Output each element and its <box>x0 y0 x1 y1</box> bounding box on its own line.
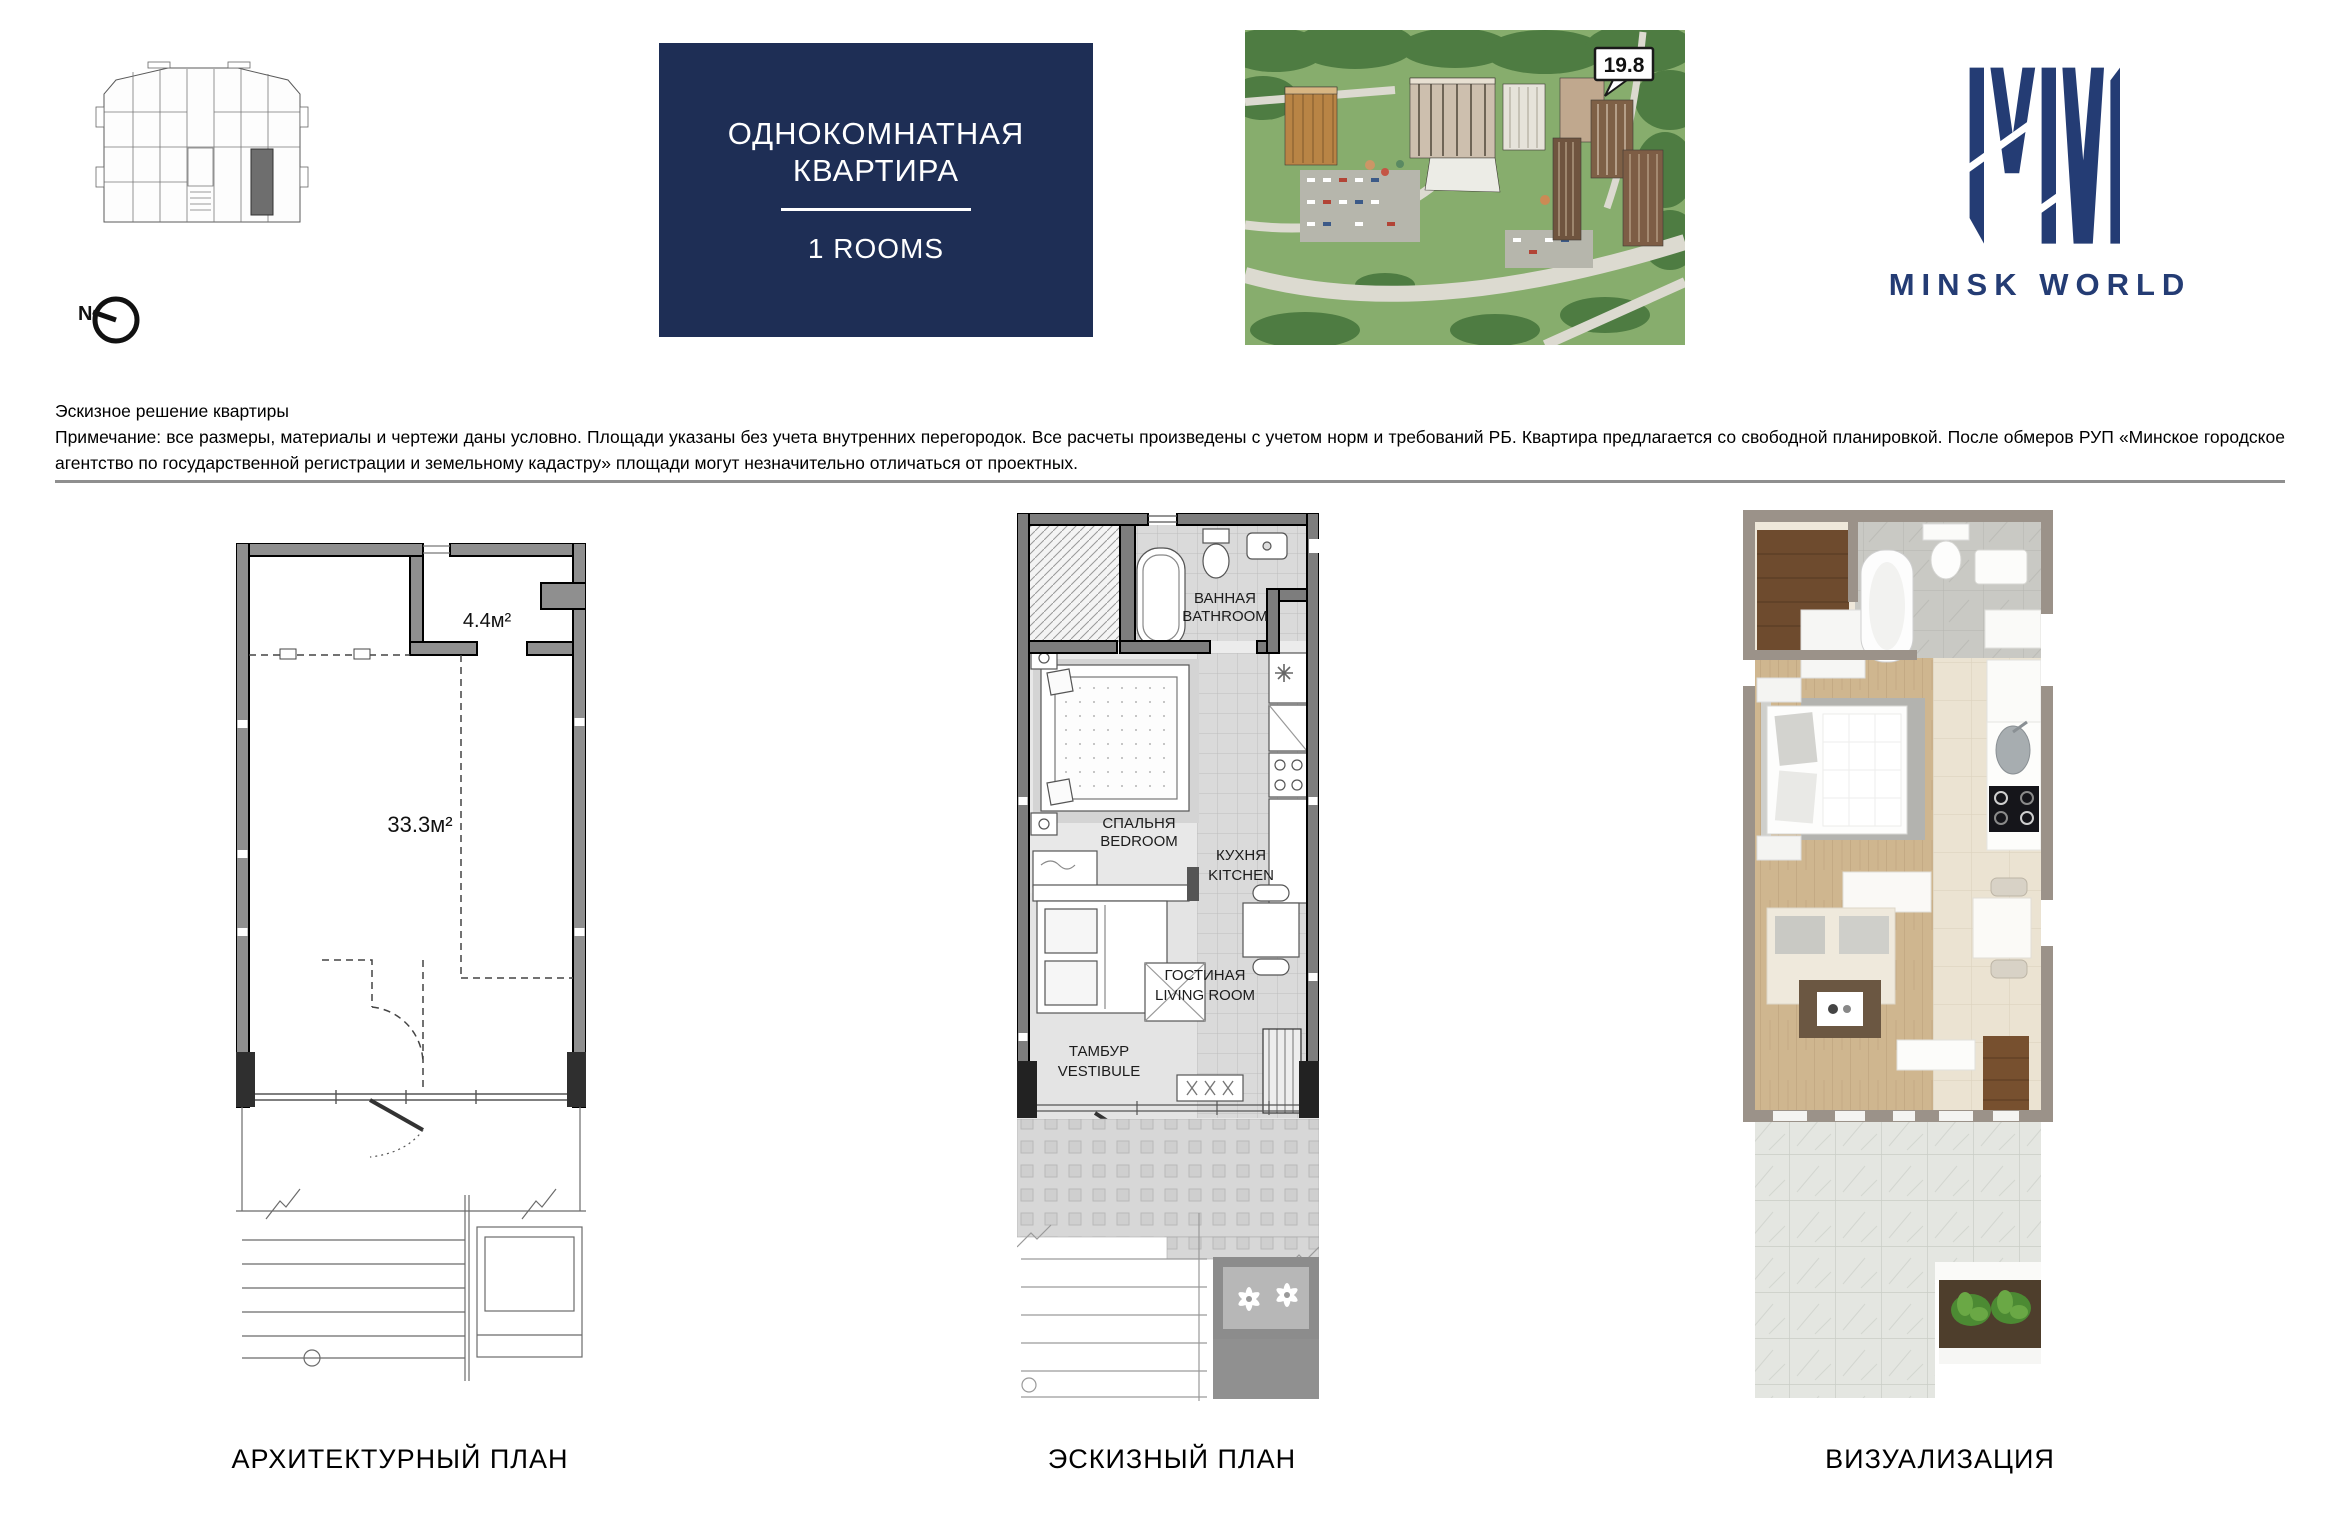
callout-value: 19.8 <box>1603 54 1645 77</box>
chair <box>1253 885 1289 901</box>
bench <box>1897 1040 1975 1070</box>
room-label-bathroom-en: BATHROOM <box>1182 608 1268 625</box>
room-label-bathroom-ru: ВАННАЯ <box>1193 590 1257 607</box>
nightstand <box>1757 836 1801 860</box>
compass-north-label: N <box>78 303 93 325</box>
kitchen-sink <box>1996 726 2030 774</box>
highlighted-apartment-unit <box>251 149 273 215</box>
chair <box>1253 959 1289 975</box>
hall-wardrobe <box>1263 1029 1301 1113</box>
kitchen-counter <box>1269 653 1307 903</box>
tv-stand <box>1033 885 1189 901</box>
dresser <box>1983 1036 2029 1120</box>
dining-table <box>1243 903 1299 957</box>
wall-end-caps <box>236 1052 586 1107</box>
nightstand <box>1031 813 1057 835</box>
rooms-count-label: 1 ROOMS <box>807 233 945 264</box>
dining-table <box>1973 898 2031 958</box>
free-plan-dashed-partitions <box>249 655 573 1091</box>
title-divider <box>781 208 971 211</box>
terrace-paving <box>1017 1119 1319 1237</box>
north-compass-icon <box>56 282 156 354</box>
closet-white <box>1801 610 1865 678</box>
logo-wordmark: MINSK WORLD <box>1888 267 2192 302</box>
room-label-living-en: LIVING ROOM <box>1154 987 1256 1004</box>
brand-logo <box>1850 58 2230 303</box>
kitchen-cabinet <box>1987 660 2041 722</box>
complex-aerial-photo <box>1245 30 1685 345</box>
sofa-cushion <box>1775 916 1825 954</box>
toilet <box>1931 541 1961 579</box>
room-label-living-ru: ГОСТИНАЯ <box>1164 967 1246 984</box>
room-label-kitchen-ru: КУХНЯ <box>1215 847 1267 864</box>
planter <box>1939 1280 2041 1364</box>
toilet-tank <box>1923 524 1969 540</box>
sofa-cushion <box>1839 916 1889 954</box>
area-label-small: 4.4м² <box>462 610 512 632</box>
caption-visualization: ВИЗУАЛИЗАЦИЯ <box>1825 1444 2055 1474</box>
caption-architectural-plan: АРХИТЕКТУРНЫЙ ПЛАН <box>231 1444 569 1474</box>
disclaimer <box>55 398 2285 476</box>
caption-sketch-plan: ЭСКИЗНЫЙ ПЛАН <box>1047 1444 1297 1474</box>
room-label-vestibule-ru: ТАМБУР <box>1068 1043 1130 1060</box>
sketch-plan-drawing <box>1017 513 1319 1403</box>
area-label-main: 33.3м² <box>387 812 453 837</box>
room-label-vestibule-en: VESTIBULE <box>1057 1063 1141 1080</box>
apartment-title-card <box>659 43 1093 337</box>
sink <box>1975 550 2027 584</box>
title-line-1: ОДНОКОМНАТНАЯ <box>727 116 1025 151</box>
nightstand <box>1757 678 1801 702</box>
terrace-stairs <box>236 1107 586 1381</box>
pillow <box>1774 712 1817 766</box>
room-label-bedroom-en: BEDROOM <box>1100 833 1178 850</box>
planter <box>1213 1257 1319 1399</box>
disclaimer-body: Примечание: все размеры, материалы и чертежи даны условно. Площади указаны без учета внутренних перегородок. Все расчеты произведены с учетом норм и требований РБ. Квартира предлагается со свободной планировкой. После обмеров РУП «Минское городское агентство по государственной регистрации и земельному кадастру» площади могут незначительно отличаться от проектных. <box>55 427 2285 473</box>
title-line-2: КВАРТИРА <box>792 153 960 188</box>
console <box>1843 872 1931 912</box>
planter-ledge <box>1935 1262 2041 1280</box>
architectural-plan-drawing <box>236 543 586 1388</box>
visualization-render <box>1743 510 2053 1400</box>
pillow <box>1775 770 1817 823</box>
wardrobe-closet <box>1029 525 1120 641</box>
chair <box>1991 960 2027 978</box>
logo-monogram-icon <box>1960 58 2120 250</box>
terrace-tiles <box>1755 1122 2041 1270</box>
divider-rule <box>55 480 2285 483</box>
room-label-kitchen-en: KITCHEN <box>1208 867 1274 884</box>
chair <box>1991 878 2027 896</box>
room-label-bedroom-ru: СПАЛЬНЯ <box>1102 815 1176 832</box>
floor-overview-plan <box>88 52 313 242</box>
shoe-bench <box>1177 1075 1243 1101</box>
bathtub <box>1137 548 1185 648</box>
toilet <box>1203 529 1229 543</box>
disclaimer-heading: Эскизное решение квартиры <box>55 401 289 421</box>
stove <box>1269 753 1307 797</box>
